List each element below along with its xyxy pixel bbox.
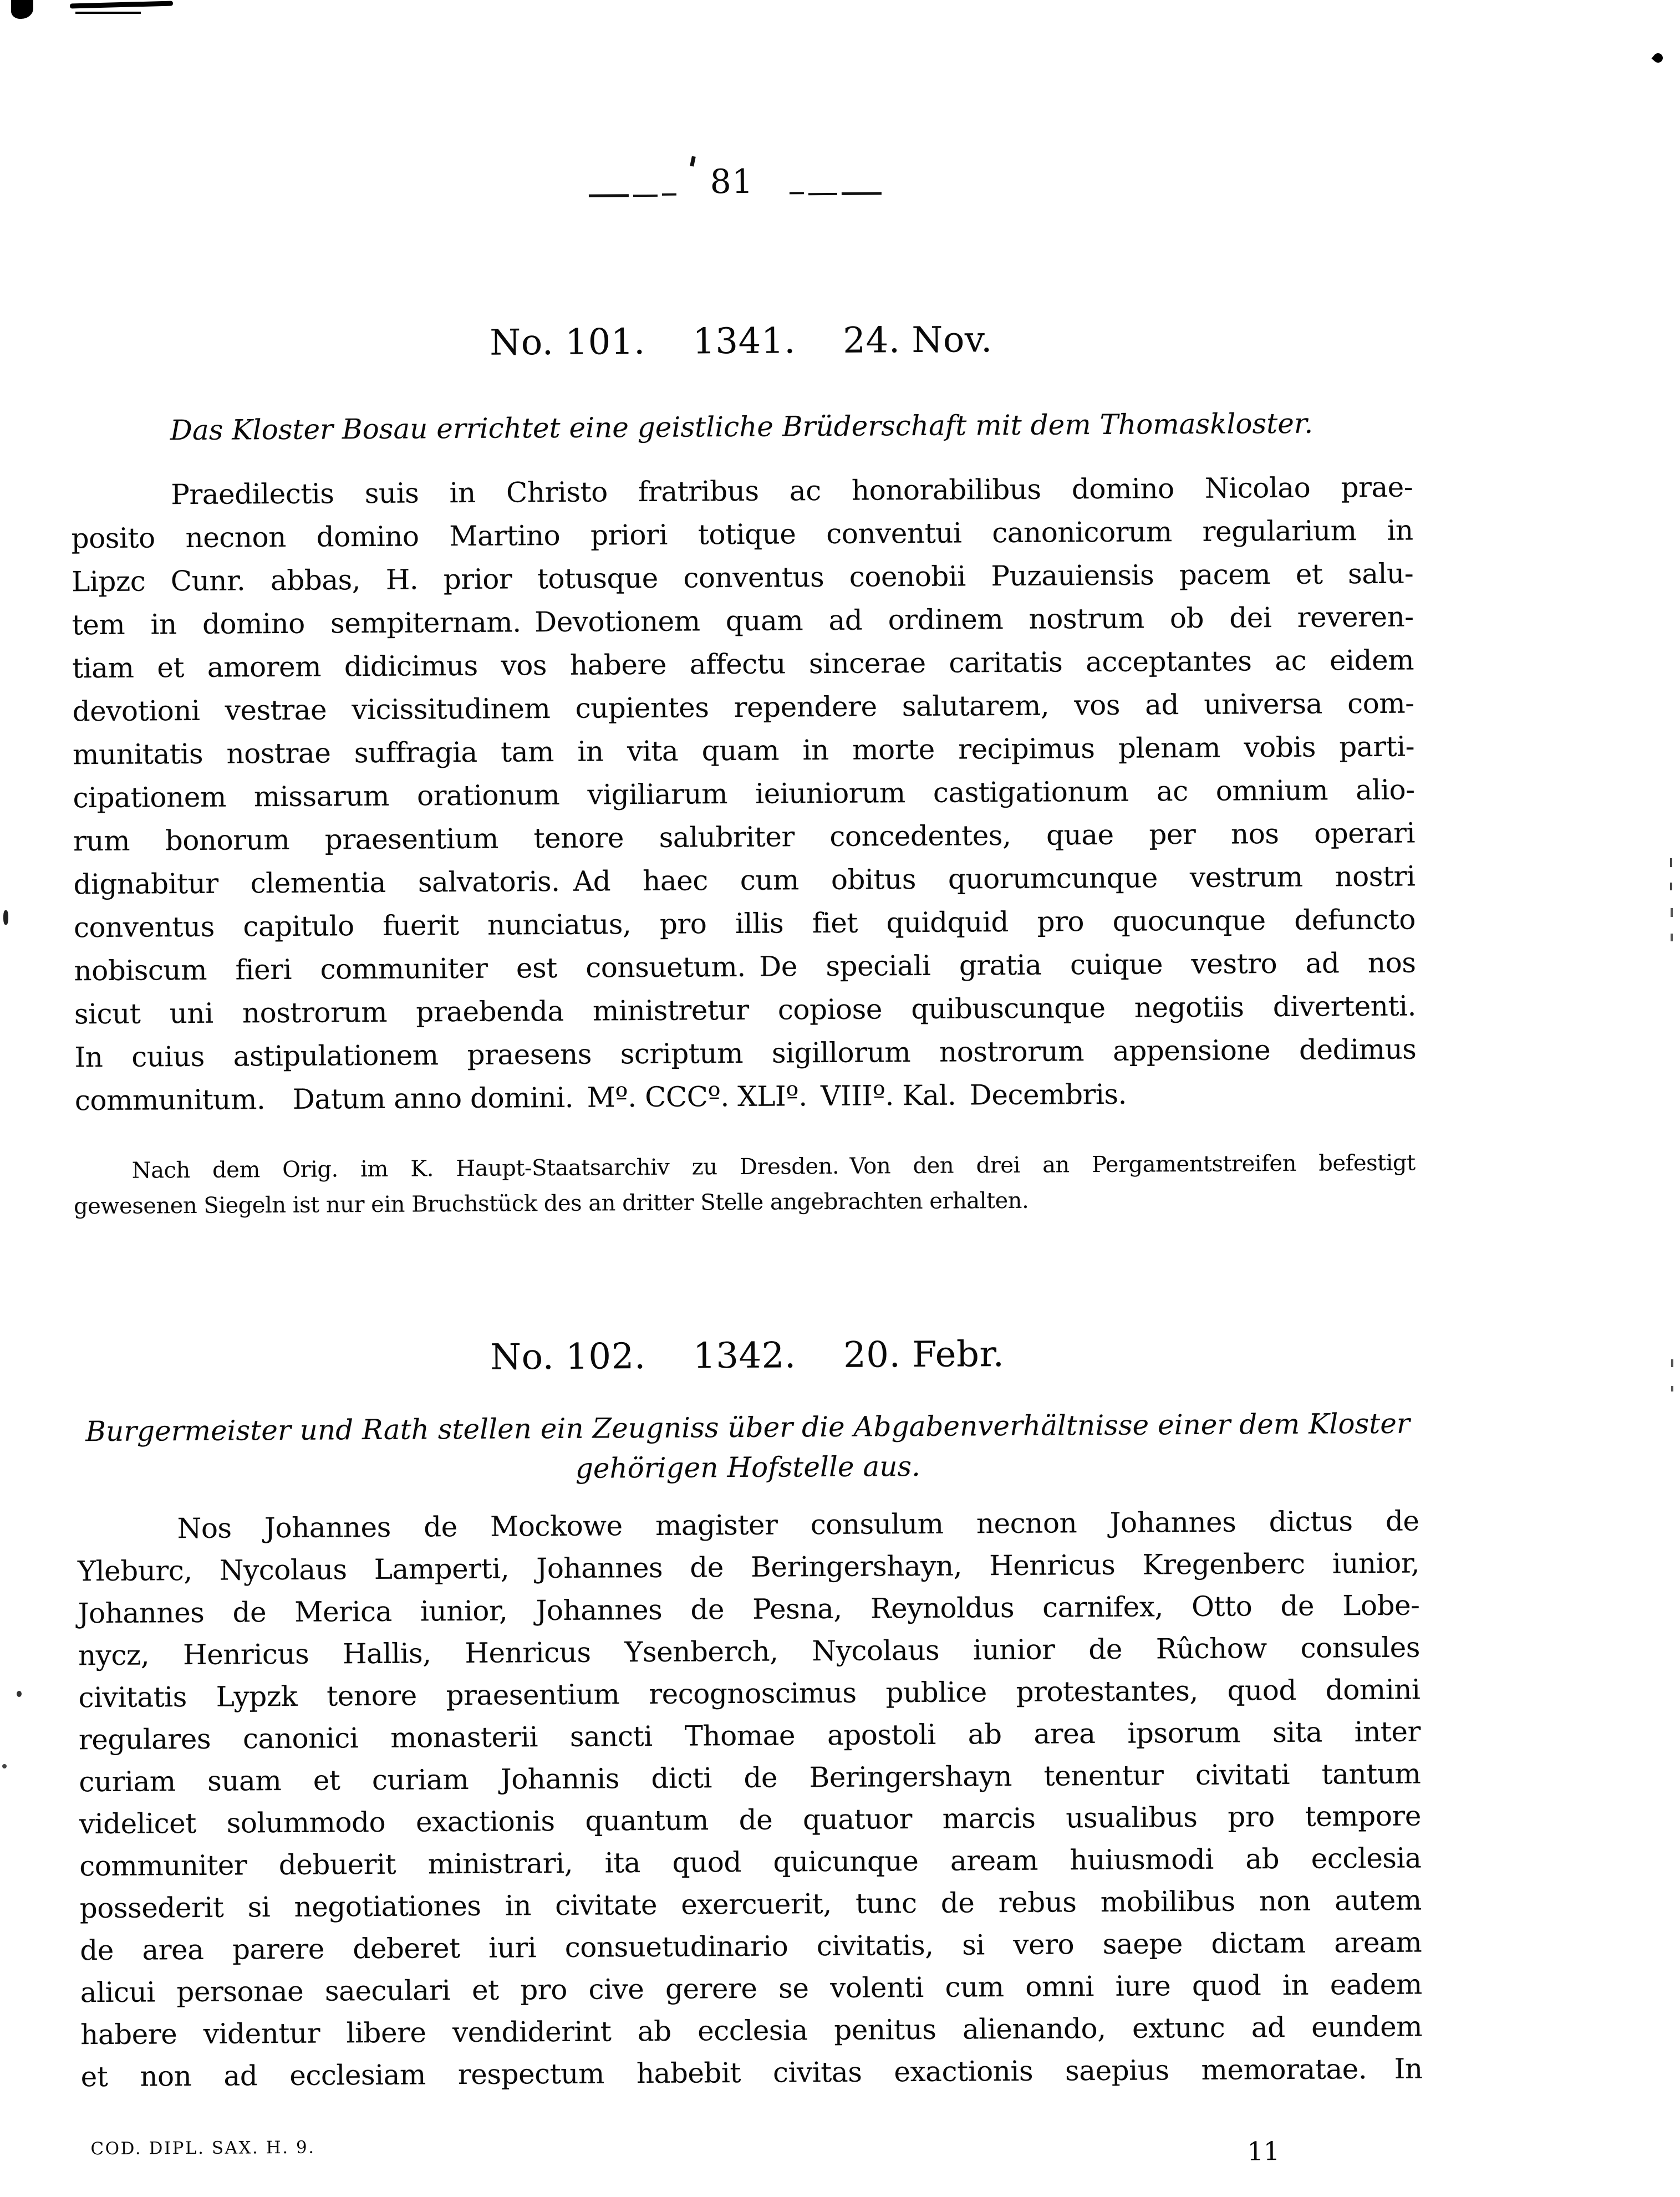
entry-102-heading: No. 102. 1342. 20. Febr. — [490, 1334, 1005, 1378]
text-line: sicut uni nostrorum praebenda ministretur copiose quibuscunque negotiis divertenti. — [74, 990, 1417, 1031]
text-line: posito necnon domino Martino priori totique conventui canonicorum regularium in — [71, 514, 1413, 555]
header-rule-left — [589, 194, 629, 197]
text-line: possederit si negotiationes in civitate exercuerit, tunc de rebus mobilibus non autem — [79, 1884, 1422, 1925]
text-line: munitatis nostrae suffragia tam in vita quam in morte recipimus plenam vobis parti- — [72, 730, 1415, 771]
text-line: cipationem missarum orationum vigiliarum ieiuniorum castigationum ac omnium alio- — [73, 773, 1415, 814]
header-rule-right — [790, 192, 804, 194]
entry-101-summary: Das Kloster Bosau errichtet eine geistliche Brüderschaft mit dem Thomaskloster. — [170, 407, 1314, 447]
scan-artifact — [1671, 934, 1673, 941]
text-line: conventus capitulo fuerit nunciatus, pro illis fiet quidquid pro quocunque defuncto — [73, 903, 1416, 944]
header-rule-right — [808, 193, 837, 195]
header-rule-left — [633, 195, 658, 197]
scan-artifact — [1671, 1359, 1673, 1367]
entry-101-source-note — [73, 1145, 1416, 1225]
text-line: Yleburc, Nycolaus Lamperti, Johannes de Beringershayn, Henricus Kregenberc iunior, — [77, 1547, 1420, 1588]
entry-102-summary — [77, 1404, 1419, 1492]
text-line: Nos Johannes de Mockowe magister consulum necnon Johannes dictus de — [177, 1505, 1419, 1545]
scan-artifact — [75, 12, 141, 14]
scan-artifact — [1670, 858, 1672, 867]
text-line: tiam et amorem didicimus vos habere affectu sincerae caritatis acceptantes ac eidem — [72, 644, 1414, 685]
text-line: nycz, Henricus Hallis, Henricus Ysenberch, Nycolaus iunior de Rûchow consules — [78, 1631, 1421, 1672]
scan-artifact — [1670, 883, 1672, 890]
text-line: et non ad ecclesiam respectum habebit civitas exactionis saepius memoratae. In — [80, 2052, 1423, 2093]
text-line: Burgermeister und Rath stellen ein Zeugniss über die Abgabenverhältnisse einer dem Kloster — [85, 1407, 1410, 1448]
entry-102-body — [77, 1500, 1422, 2098]
header-rule-left — [662, 193, 676, 196]
text-line: communitum. Datum anno domini. Mº. CCCº. XLIº. VIIIº. Kal. Decembris. — [74, 1078, 1127, 1117]
text-line: Nach dem Orig. im K. Haupt-Staatsarchiv zu Dresden. Von den drei an Pergamentstreifen befestigt — [131, 1150, 1416, 1184]
text-line: communiter debuerit ministrari, ita quod quicunque aream huiusmodi ab ecclesia — [79, 1842, 1422, 1883]
text-line: curiam suam et curiam Johannis dicti de Beringershayn tenentur civitati tantum — [79, 1757, 1421, 1798]
text-line: de area parere deberet iuri consuetudinario civitatis, si vero saepe dictam aream — [80, 1926, 1422, 1967]
text-line: In cuius astipulationem praesens scriptum sigillorum nostrorum appensione dedimus — [74, 1033, 1417, 1074]
text-line: dignabitur clementia salvatoris. Ad haec cum obitus quorumcunque vestrum nostri — [73, 860, 1416, 901]
scan-artifact — [1671, 908, 1673, 917]
scan-artifact — [2, 1764, 7, 1768]
scan-artifact — [1671, 1386, 1673, 1391]
entry-101-body — [71, 466, 1417, 1123]
header-rule-right — [842, 192, 882, 195]
series-footer: COD. DIPL. SAX. H. 9. — [90, 2137, 315, 2159]
text-line: gewesenen Siegeln ist nur ein Bruchstück des an dritter Stelle angebrachten erhalten. — [73, 1187, 1029, 1220]
text-line: tem in domino sempiternam. Devotionem quam ad ordinem nostrum ob dei reveren- — [72, 600, 1414, 641]
text-line: regulares canonici monasterii sancti Thomae apostoli ab area ipsorum sita inter — [78, 1715, 1421, 1756]
text-line: habere videntur libere vendiderint ab ecclesia penitus alienando, extunc ad eundem — [80, 2010, 1423, 2051]
page-number: 81 — [710, 162, 754, 202]
text-line: rum bonorum praesentium tenore salubriter concedentes, quae per nos operari — [73, 817, 1416, 858]
scan-artifact — [3, 910, 8, 925]
text-line: nobiscum fieri communiter est consuetum. De speciali gratia cuique vestro ad nos — [74, 946, 1416, 987]
text-line: civitatis Lypzk tenore praesentium recognoscimus publice protestantes, quod domini — [78, 1673, 1421, 1714]
scan-artifact — [17, 1691, 22, 1697]
sheet-number: 11 — [1247, 2136, 1280, 2167]
text-line: devotioni vestrae vicissitudinem cupientes rependere salutarem, vos ad universa com- — [72, 687, 1414, 728]
text-line: gehörigen Hofstelle aus. — [575, 1450, 921, 1485]
entry-101-heading: No. 101. 1341. 24. Nov. — [490, 319, 993, 364]
text-line: Johannes de Merica iunior, Johannes de Pesna, Reynoldus carnifex, Otto de Lobe- — [78, 1589, 1420, 1630]
text-line: videlicet solummodo exactionis quantum de quatuor marcis usualibus pro tempore — [79, 1800, 1421, 1841]
text-line: alicui personae saeculari et pro cive gerere se volenti cum omni iure quod in eadem — [80, 1968, 1422, 2009]
text-line: Praedilectis suis in Christo fratribus ac honorabilibus domino Nicolao prae- — [171, 471, 1413, 511]
text-line: Lipzc Cunr. abbas, H. prior totusque conventus coenobii Puzauiensis pacem et salu- — [71, 557, 1414, 598]
